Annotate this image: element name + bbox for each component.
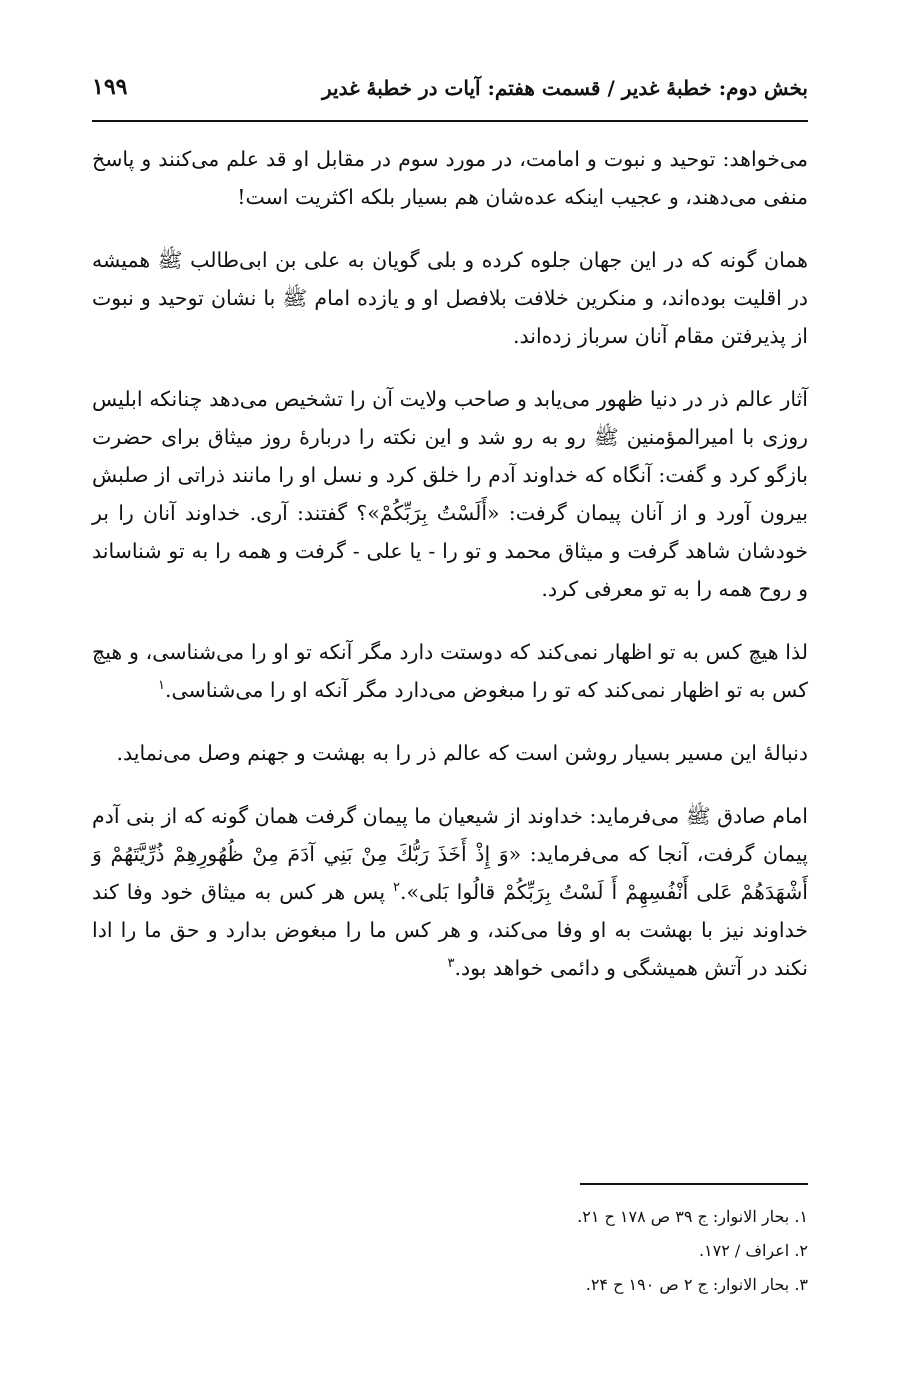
main-text bbox=[92, 140, 808, 1012]
paragraph: می‌خواهد: توحید و نبوت و امامت، در مورد سوم در مقابل او قد علم می‌کنند و پاسخ منفی می‌دهند، و عجیب اینکه عده‌شان هم بسیار بلکه اکثریت است! bbox=[92, 147, 808, 209]
footnote-marker: ۲ bbox=[393, 880, 401, 896]
footnote: ۱. بحار الانوار: ج ۳۹ ص ۱۷۸ ح ۲۱. bbox=[577, 1207, 808, 1226]
footnotes bbox=[92, 1200, 808, 1302]
footnote-marker: ۳ bbox=[447, 956, 455, 972]
footnote-marker: ۱ bbox=[157, 678, 165, 694]
paragraph: همان گونه که در این جهان جلوه کرده و بلی گویان به علی بن ابی‌طالب ﷺ همیشه در اقلیت بوده‌اند، و منکرین خلافت بلافصل او و یازده امام ﷺ با نشان توحید و نبوت از پذیرفتن مقام آنان سرباز زده‌اند. bbox=[92, 248, 808, 348]
paragraph: امام صادق ﷺ می‌فرماید: خداوند از شیعیان ما پیمان گرفت همان گونه که از بنی آدم پیمان گرفت، آنجا که می‌فرماید: «وَ إِذْ أَخَذَ رَبُّكَ مِنْ بَنِي آدَمَ مِنْ ظُهُورِهِمْ ذُرِّيَّتَهُمْ وَ أَشْهَدَهُمْ عَلى أَنْفُسِهِمْ أَ لَسْتُ بِرَبِّكُمْ قالُوا بَلى».$^۲$ پس هر کس به میثاق خود وفا کند خداوند نیز با بهشت به او وفا می‌کند، و هر کس ما را مبغوض بدارد و حق ما را ادا نکند در آتش همیشگی و دائمی خواهد بود.$^۳$ bbox=[92, 804, 808, 980]
footnote: ۲. اعراف / ۱۷۲. bbox=[698, 1241, 808, 1260]
paragraph: دنبالۀ این مسیر بسیار روشن است که عالم ذر را به بهشت و جهنم وصل می‌نماید. bbox=[116, 741, 808, 765]
header-title: بخش دوم: خطبۀ غدیر / قسمت هفتم: آیات در خطبۀ غدیر bbox=[321, 76, 808, 100]
footnote-divider bbox=[580, 1183, 808, 1185]
paragraph: آثار عالم ذر در دنیا ظهور می‌یابد و صاحب ولایت آن را تشخیص می‌دهد چنانکه ابلیس روزی با امیرالمؤمنین ﷺ رو به رو شد و این نکته را دربارۀ روز میثاق برای حضرت بازگو کرد و گفت: آنگاه که خداوند آدم را خلق کرد و نسل او را مانند ذراتی از صلبش بیرون آورد و از آنان پیمان گرفت: «أَلَسْتُ بِرَبِّكُمْ»؟ گفتند: آری. خداوند آنان را بر خودشان شاهد گرفت و میثاق محمد و تو را - یا علی - گرفت و همه را به تو شناساند و روح همه را به تو معرفی کرد. bbox=[92, 387, 808, 601]
paragraph: لذا هیچ کس به تو اظهار نمی‌کند که دوستت دارد مگر آنکه تو او را می‌شناسی، و هیچ کس به تو اظهار نمی‌کند که تو را مبغوض می‌دارد مگر آنکه او را می‌شناسی.$^۱$ bbox=[92, 640, 808, 702]
page-number: ۱۹۹ bbox=[92, 74, 128, 100]
running-header bbox=[92, 70, 808, 122]
footnote: ۳. بحار الانوار: ج ۲ ص ۱۹۰ ح ۲۴. bbox=[585, 1275, 808, 1294]
